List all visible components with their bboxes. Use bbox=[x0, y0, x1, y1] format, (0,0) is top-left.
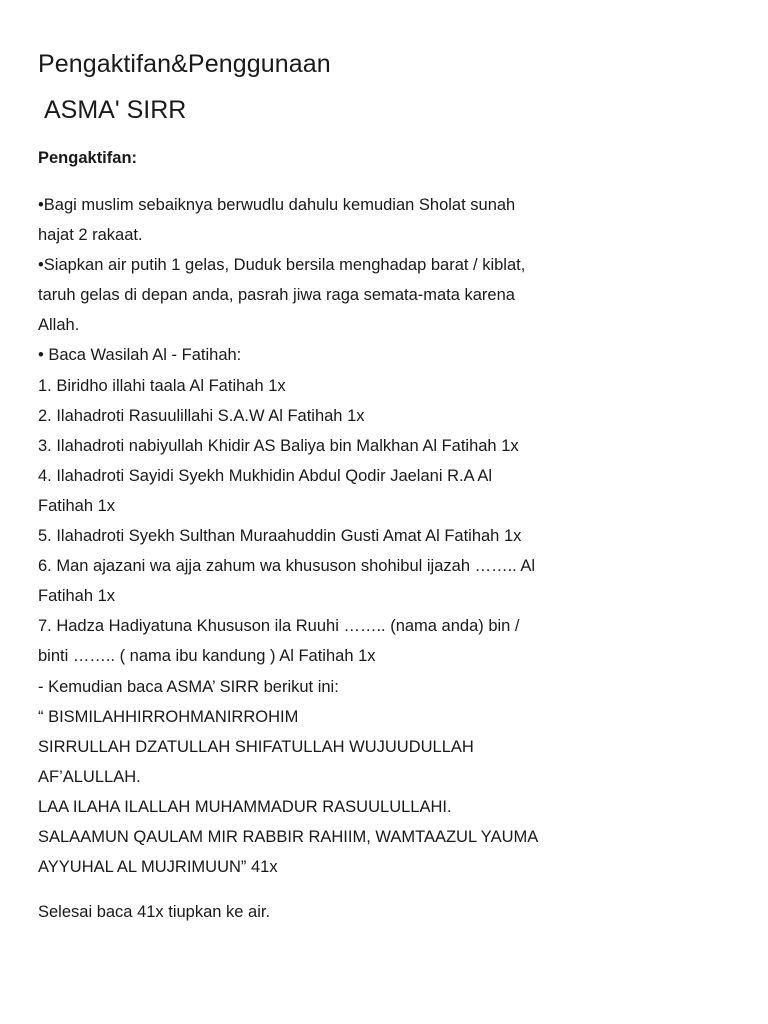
text-line: - Kemudian baca ASMA’ SIRR berikut ini: bbox=[38, 677, 339, 696]
instruction-lines bbox=[38, 190, 598, 882]
text-line: “ BISMILAHHIRROHMANIRROHIM bbox=[38, 707, 299, 726]
text-line: Allah. bbox=[38, 316, 80, 335]
text-line: 5. Ilahadroti Syekh Sulthan Muraahuddin Gusti Amat Al Fatihah 1x bbox=[38, 527, 522, 546]
text-line: taruh gelas di depan anda, pasrah jiwa raga semata-mata karena bbox=[38, 286, 515, 305]
document-title-line-1: Pengaktifan&Penggunaan bbox=[38, 50, 331, 78]
text-line: 3. Ilahadroti nabiyullah Khidir AS Baliya bin Malkhan Al Fatihah 1x bbox=[38, 436, 519, 455]
text-line: •Bagi muslim sebaiknya berwudlu dahulu kemudian Sholat sunah bbox=[38, 196, 516, 214]
section-label-pengaktifan: Pengaktifan: bbox=[38, 149, 138, 167]
text-line: 2. Ilahadroti Rasuulillahi S.A.W Al Fatihah 1x bbox=[38, 406, 365, 425]
text-line: 4. Ilahadroti Sayidi Syekh Mukhidin Abdul Qodir Jaelani R.A Al bbox=[38, 466, 493, 485]
text-line: hajat 2 rakaat. bbox=[38, 226, 143, 245]
text-line: Fatihah 1x bbox=[38, 496, 116, 515]
text-line: SIRRULLAH DZATULLAH SHIFATULLAH WUJUUDULLAH bbox=[38, 737, 474, 756]
text-line: • Baca Wasilah Al - Fatihah: bbox=[38, 346, 242, 365]
text-line: SALAAMUN QAULAM MIR RABBIR RAHIIM, WAMTAAZUL YAUMA bbox=[38, 827, 539, 846]
text-line: 6. Man ajazani wa ajja zahum wa khususon shohibul ijazah …….. Al bbox=[38, 557, 536, 576]
closing-instruction: Selesai baca 41x tiupkan ke air. bbox=[38, 903, 271, 921]
text-line: binti …….. ( nama ibu kandung ) Al Fatihah 1x bbox=[38, 647, 376, 666]
text-line: AYYUHAL AL MUJRIMUUN” 41x bbox=[38, 858, 278, 877]
document-title-line-2: ASMA' SIRR bbox=[44, 96, 187, 124]
text-line: 7. Hadza Hadiyatuna Khususon ila Ruuhi …….. (nama anda) bin / bbox=[38, 617, 520, 636]
text-line: AF’ALULLAH. bbox=[38, 767, 141, 786]
text-line: •Siapkan air putih 1 gelas, Duduk bersila menghadap barat / kiblat, bbox=[38, 256, 526, 275]
text-line: Fatihah 1x bbox=[38, 587, 116, 606]
text-line: LAA ILAHA ILALLAH MUHAMMADUR RASUULULLAHI. bbox=[38, 797, 452, 816]
text-line: 1. Biridho illahi taala Al Fatihah 1x bbox=[38, 376, 286, 395]
